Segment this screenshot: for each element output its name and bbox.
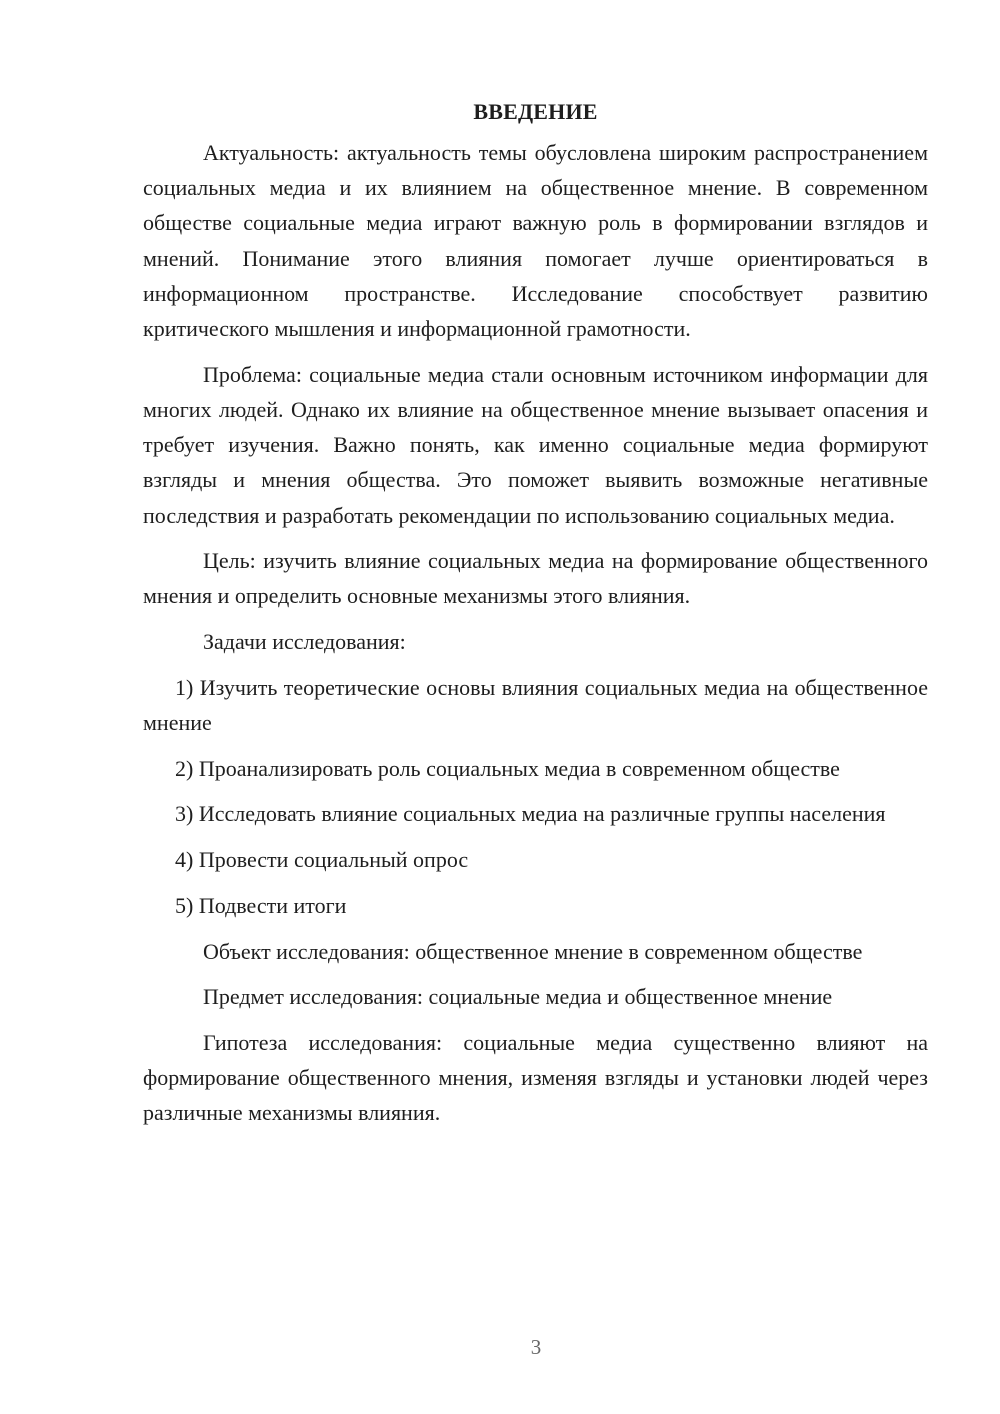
tasks-list [143,670,928,923]
paragraph-object: Объект исследования: общественное мнение в современном обществе [203,938,863,964]
section-heading: ВВЕДЕНИЕ [473,99,598,124]
paragraph-tasks-intro: Задачи исследования: [203,629,406,655]
paragraph-problem: Проблема: социальные медиа стали основным источником информации для многих людей. Однако их влияние на общественное мнение вызывает опасения и требует изучения. Важно понять, как именно социальные медиа формируют взгляды и мнения общества. Это поможет выявить возможные негативные последствия и разработать рекомендации по использованию социальных медиа. [143,361,928,528]
paragraph-relevance: Актуальность: актуальность темы обусловлена широким распространением социальных медиа и их влиянием на общественное мнение. В современном обществе социальные медиа играют важную роль в формировании взглядов и мнений. Понимание этого влияния помогает лучше ориентироваться в информационном пространстве. Исследование способствует развитию критического мышления и информационной грамотности. [143,140,928,342]
paragraph-hypothesis: Гипотеза исследования: социальные медиа существенно влияют на формирование общественного мнения, изменяя взгляды и установки людей через различные механизмы влияния. [143,1029,928,1126]
paragraph-goal: Цель: изучить влияние социальных медиа на формирование общественного мнения и определить основные механизмы этого влияния. [143,548,928,609]
page-number: 3 [530,1335,542,1359]
document-body [143,94,928,1141]
paragraph-subject: Предмет исследования: социальные медиа и общественное мнение [203,984,833,1010]
task-item-2: 2) Проанализировать роль социальных медиа в современном обществе [175,755,840,781]
task-item-4: 4) Провести социальный опрос [175,847,469,873]
task-item-5: 5) Подвести итоги [175,892,347,918]
task-item-1: 1) Изучить теоретические основы влияния социальных медиа на общественное мнение [143,674,928,736]
task-item-3: 3) Исследовать влияние социальных медиа на различные группы населения [175,801,886,827]
